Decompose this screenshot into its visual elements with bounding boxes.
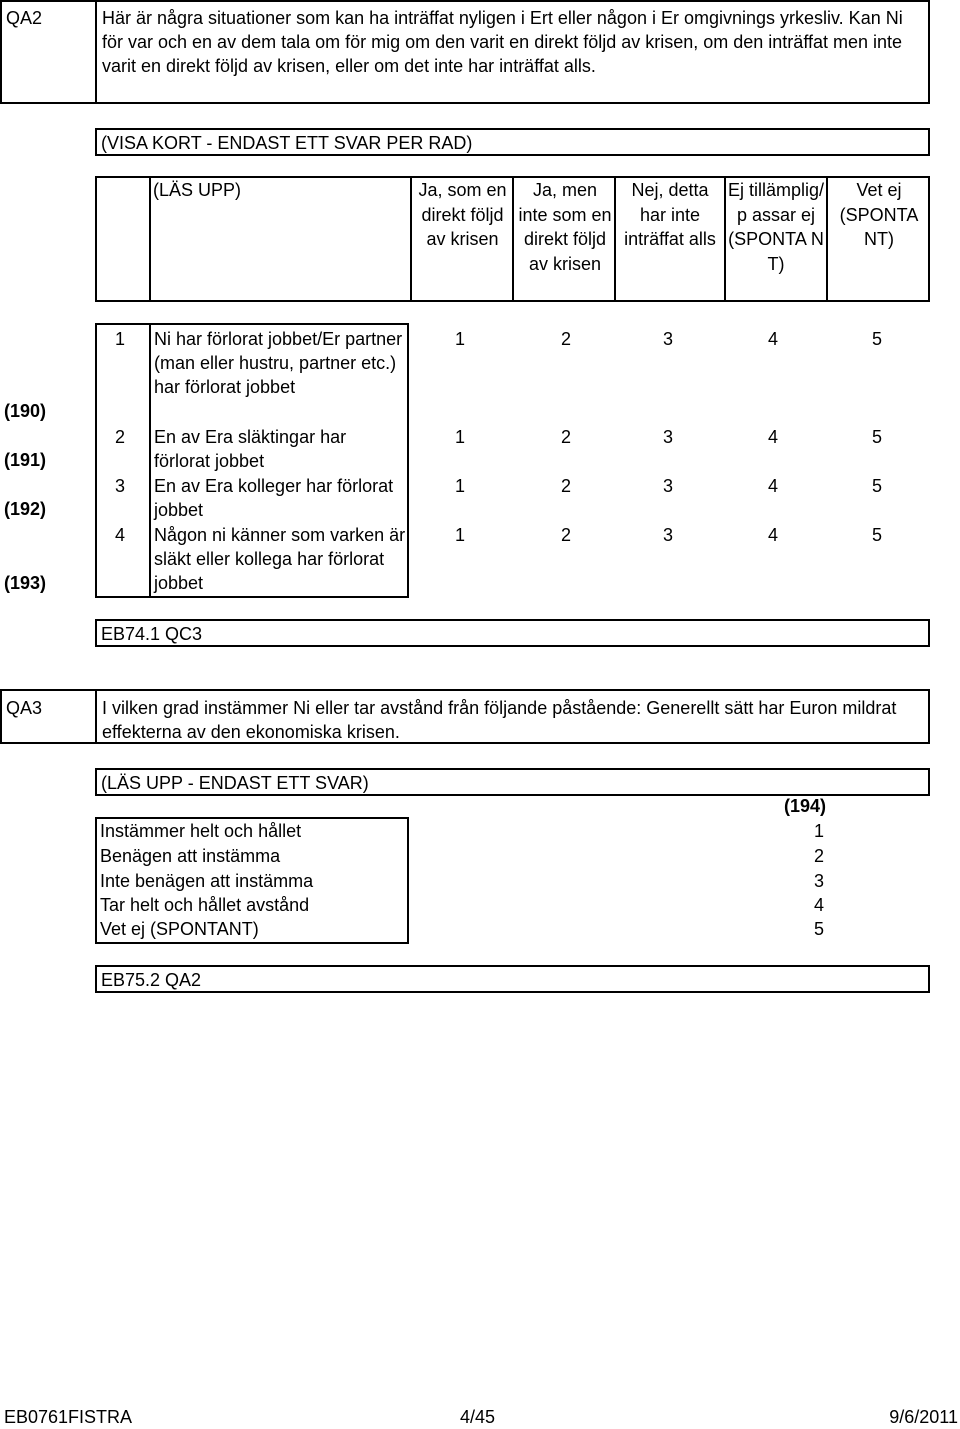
answer-code[interactable]: 1 — [454, 427, 465, 447]
qa2-col-header-1: Ja, som en direkt följd av krisen — [418, 180, 507, 249]
answer-code[interactable]: 4 — [767, 329, 778, 349]
item-number: 1 — [115, 329, 126, 349]
answer-code[interactable]: 2 — [560, 476, 571, 496]
answer-code[interactable]: 1 — [454, 329, 465, 349]
qa2-instruction — [95, 128, 930, 156]
item-number: 4 — [115, 525, 126, 545]
item-number: 2 — [115, 427, 126, 447]
answer-code[interactable]: 5 — [871, 525, 882, 545]
qa2-col-header-4: Ej tillämplig/p assar ej (SPONTA NT) — [727, 180, 825, 274]
item-text: En av Era kolleger har förlorat jobbet — [154, 476, 394, 520]
qa2-header-line-3 — [512, 176, 514, 302]
answer-code[interactable]: 1 — [454, 525, 465, 545]
item-text: Ni har förlorat jobbet/Er partner (man eller hustru, partner etc.) har förlorat jobbet — [154, 329, 403, 397]
footer-page-number: 4/45 — [460, 1407, 496, 1427]
answer-code[interactable]: 3 — [662, 329, 673, 349]
option-label: Tar helt och hållet avstånd — [100, 895, 310, 915]
qa2-header-line-6 — [826, 176, 828, 302]
var-code-191: (191) — [4, 450, 47, 470]
answer-code[interactable]: 2 — [560, 525, 571, 545]
qa3-source — [95, 965, 930, 993]
qa2-header-line-1 — [149, 176, 151, 302]
var-code-190: (190) — [4, 401, 47, 421]
qa2-col-header-2: Ja, men inte som en direkt följd av krisen — [518, 180, 612, 274]
answer-code[interactable]: 2 — [560, 427, 571, 447]
qa3-divider — [95, 689, 97, 744]
qa2-source — [95, 619, 930, 647]
item-number: 3 — [115, 476, 126, 496]
qa2-source-text: EB74.1 QC3 — [101, 624, 203, 644]
option-label: Inte benägen att instämma — [100, 871, 314, 891]
item-text: Någon ni känner som varken är släkt eller kollega har förlorat jobbet — [154, 525, 406, 593]
answer-code[interactable]: 3 — [662, 427, 673, 447]
answer-code[interactable]: 5 — [871, 427, 882, 447]
option-code[interactable]: 3 — [813, 871, 824, 891]
option-code[interactable]: 5 — [813, 919, 824, 939]
var-code-193: (193) — [4, 573, 47, 593]
qa3-source-text: EB75.2 QA2 — [101, 970, 202, 990]
answer-code[interactable]: 5 — [871, 476, 882, 496]
footer-date: 9/6/2011 — [889, 1407, 958, 1427]
option-code[interactable]: 2 — [813, 846, 824, 866]
qa2-code: QA2 — [6, 8, 43, 28]
answer-code[interactable]: 4 — [767, 427, 778, 447]
qa2-col-header-3: Nej, detta har inte inträffat alls — [624, 180, 716, 249]
qa3-instruction-text: (LÄS UPP - ENDAST ETT SVAR) — [101, 773, 369, 793]
qa2-read-aloud: (LÄS UPP) — [153, 180, 242, 200]
qa2-col-header-5: Vet ej (SPONTA NT) — [839, 180, 919, 249]
answer-code[interactable]: 5 — [871, 329, 882, 349]
footer-doc-id: EB0761FISTRA — [4, 1407, 133, 1427]
qa2-instruction-text: (VISA KORT - ENDAST ETT SVAR PER RAD) — [101, 133, 473, 153]
qa2-question-text: Här är några situationer som kan ha inträffat nyligen i Ert eller någon i Er omgivnings yrkesliv. Kan Ni för var och en av dem tala om för mig om den varit en direkt följd av krisen, om den inträffat men inte varit en direkt följd av krisen, eller om det inte har inträffat alls. — [102, 8, 903, 76]
answer-code[interactable]: 3 — [662, 476, 673, 496]
qa3-instruction — [95, 768, 930, 796]
answer-code[interactable]: 3 — [662, 525, 673, 545]
option-code[interactable]: 1 — [813, 821, 824, 841]
qa3-question-text: I vilken grad instämmer Ni eller tar avstånd från följande påstående: Generellt sätt har Euron mildrat effekterna av den ekonomiska krisen. — [102, 698, 897, 742]
qa3-var-code: (194) — [783, 796, 826, 816]
qa2-items-divider — [149, 323, 151, 598]
qa2-header-line-2 — [410, 176, 412, 302]
answer-code[interactable]: 4 — [767, 525, 778, 545]
answer-code[interactable]: 4 — [767, 476, 778, 496]
qa2-header-line-4 — [614, 176, 616, 302]
option-code[interactable]: 4 — [813, 895, 824, 915]
qa2-divider — [95, 0, 97, 104]
qa3-code: QA3 — [6, 698, 43, 718]
var-code-192: (192) — [4, 499, 47, 519]
item-text: En av Era släktingar har förlorat jobbet — [154, 427, 347, 471]
option-label: Vet ej (SPONTANT) — [100, 919, 259, 939]
answer-code[interactable]: 2 — [560, 329, 571, 349]
qa2-header-line-5 — [724, 176, 726, 302]
option-label: Benägen att instämma — [100, 846, 281, 866]
answer-code[interactable]: 1 — [454, 476, 465, 496]
option-label: Instämmer helt och hållet — [100, 821, 302, 841]
